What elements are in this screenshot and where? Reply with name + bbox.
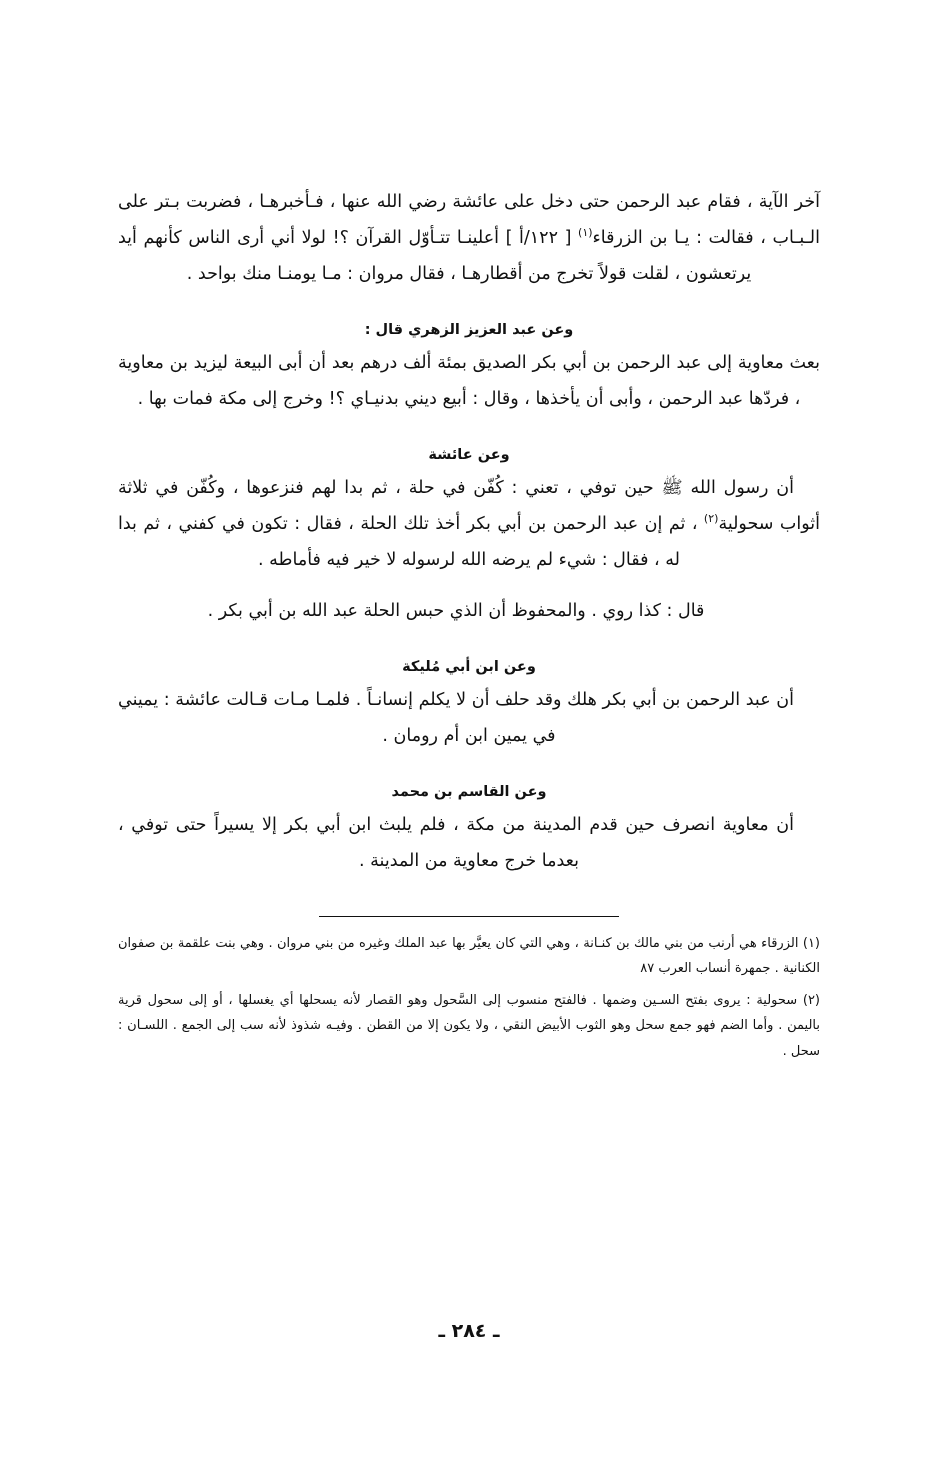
footnote-ref-2: (٢) [703,511,719,525]
section-body-1: بعث معاوية إلى عبد الرحمن بن أبي بكر الصديق بمئة ألف درهم بعد أن أبى البيعة ليزيد بن معاوية ، فردّها عبد الرحمن ، وأبى أن يأخذها ، وقال : أبيع ديني بدنيـاي ؟! وخرج إلى مكة فمات بها . [118,352,820,409]
footnote-1: (١) الزرقاء هي أرنب من بني مالك بن كنـانة ، وهي التي كان يعيَّر بها عبد الملك وغيره من بني مروان . وهي بنت علقمة بن صفوان الكنانية . جمهرة أنساب العرب ٨٧ [118,936,820,977]
footnotes-block [118,931,820,1064]
section-heading-2: وعن عائشة [428,446,510,463]
section-body-4: أن عبد الرحمن بن أبي بكر هلك وقد حلف أن لا يكلم إنسانـاً . فلمـا مـات قـالت عائشة : يميني في يمين ابن أم رومان . [118,690,794,747]
section-body-2 [118,471,820,579]
paragraph-opening [118,185,820,293]
section-body-2-part-b: ، ثم إن عبد الرحمن بن أبي بكر أخذ تلك الحلة ، فقال : تكون في كفني ، ثم بدا له ، فقال : شيء لم يرضه الله لرسوله لا خير فيه فأماطه . [118,513,704,570]
spacer [118,584,820,594]
footnote-ref-1: (١) [578,226,593,240]
section-body-2-part-a: أن رسول الله ﷺ حين توفي ، تعني : كُفّن في حلة ، ثم بدا لهم فنزعوها ، وكُفّن في ثلاثة أثواب سحولية [118,477,820,534]
section-body-5: أن معاوية انصرف حين قدم المدينة من مكة ، فلم يلبث ابن أبي بكر إلا يسيراً حتى توفي ، بعدما خرج معاوية من المدينة . [118,815,794,872]
page-number: ـ ٢٨٤ ـ [438,1320,500,1342]
section-body-3: قال : كذا روي . والمحفوظ أن الذي حبس الحلة عبد الله بن أبي بكر . [207,601,705,622]
page-body [118,185,820,880]
paragraph-opening-text: آخر الآية ، فقام عبد الرحمن حتى دخل على عائشة رضي الله عنها ، فـأخبرهـا ، فضربت بـتر على الـبـاب ، فقالت : يـا بن الزرقاء [118,192,820,248]
section-heading-5: وعن القاسم بن محمد [391,784,547,801]
paragraph-opening-text-cont: [ ١٢٢/أ ] أعلينـا تتـأوّل القرآن ؟! لولا أني أرى الناس كأنهم أيد يرتعشون ، لقلت قولاً تخرج من أقطارهـا ، فقال مروان : مـا يومنـا منك بواحد . [118,227,752,284]
footnote-separator-wrap [118,886,820,931]
section-heading-1: وعن عبد العزيز الزهري قال : [364,321,574,338]
footnote-2: (٢) سحولية : يروى بفتح السـين وضمها . فالفتح منسوب إلى السَّحول وهو القصار لأنه يسحلها أي يغسلها ، أو إلى سحول قرية باليمن . وأما الضم فهو جمع سحل وهو الثوب الأبيض النقي ، ولا يكون إلا من القطن . وفيـه شذوذ لأنه سب إلى الجمع . اللسـان : سحل . [118,992,820,1059]
footnote-separator [319,916,619,917]
section-heading-4: وعن ابن أبي مُليكة [402,659,536,676]
